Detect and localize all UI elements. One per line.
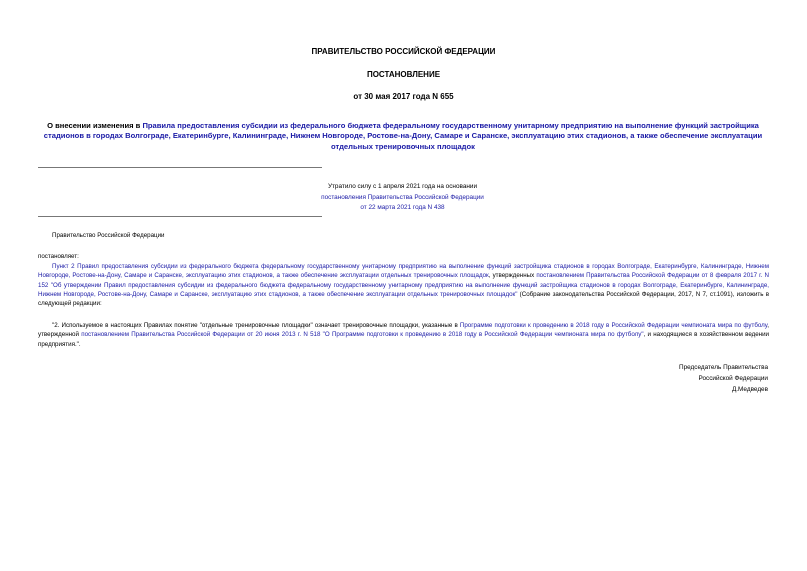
title-prefix: О внесении изменения в xyxy=(47,121,143,130)
repeal-resolution-link-line2[interactable]: от 22 марта 2021 года N 438 xyxy=(360,204,445,211)
resolution-518-link[interactable]: постановлением Правительства Российской Федерации от 20 июня 2013 г. N 518 "О Программе подготовки к проведению в 2018 году в Российской Федерации чемпионата мира по футболу" xyxy=(81,331,644,339)
point-text-collection: (Собрание законодательства Российской Федерации, 2017, N 7, ст.1091), изложить в следующей редакции: xyxy=(38,290,769,308)
document-date-number: от 30 мая 2017 года N 655 xyxy=(353,92,454,101)
divider-top xyxy=(38,167,322,168)
body-quote-paragraph xyxy=(38,321,769,349)
resolution-152-link[interactable]: постановлением Правительства Российской Федерации от 8 февраля 2017 г. N 152 "Об утверждении Правил предоставления субсидии из федерального бюджета федеральному государственному унитарному предприятию на выполнение функций застройщика стадионов в городах Волгограде, Екатеринбурге, Калининграде, Нижнем Новгороде, Ростове-на-Дону, Самаре и Саранске, эксплуатацию этих стадионов, а также обеспечение эксплуатации отдельных тренировочных площадок" xyxy=(38,272,769,298)
quote-text-approved: , утвержденной xyxy=(38,322,769,339)
quote-text-start: "2. Используемое в настоящих Правилах понятие "отдельные тренировочные площадки" означает тренировочные площадки, указанные в xyxy=(52,322,460,329)
status-note xyxy=(250,182,555,214)
government-heading: ПРАВИТЕЛЬСТВО РОССИЙСКОЙ ФЕДЕРАЦИИ xyxy=(311,47,496,56)
status-note-line1: Утратило силу с 1 апреля 2021 года на основании xyxy=(327,183,478,190)
body-point-paragraph xyxy=(38,262,769,308)
signature-block xyxy=(679,362,768,395)
point-text-approved: , утвержденных xyxy=(488,272,537,280)
document-type-heading: ПОСТАНОВЛЕНИЕ xyxy=(366,70,441,79)
point-2-rules-link[interactable]: Пункт 2 Правил предоставления субсидии из федерального бюджета федеральному государственному унитарному предприятию на выполнение функций застройщика стадионов в городах Волгограде, Екатеринбурге, Калининграде, Нижнем Новгороде, Ростове-на-Дону, Самаре и Саранске, эксплуатацию этих стадионов, а также обеспечение эксплуатации отдельных тренировочных площадок xyxy=(38,263,769,280)
body-government: Правительство Российской Федерации xyxy=(52,232,165,239)
document-title xyxy=(38,121,768,152)
signature-name: Д.Медведев xyxy=(731,386,768,393)
body-resolves: постановляет: xyxy=(38,253,79,260)
quote-text-end: , и находящиеся в хозяйственном ведении предприятия.". xyxy=(38,331,770,348)
signature-position-line2: Российской Федерации xyxy=(698,375,768,382)
title-rules-link[interactable]: Правила предоставления субсидии из федерального бюджета федеральному государственному унитарному предприятию на выполнение функций застройщика стадионов в городах Волгограде, Екатеринбурге, Калининграде, Нижнем Новгороде, Ростове-на-Дону, Самаре и Саранске, эксплуатацию этих стадионов, а также обеспечение эксплуатации отдельных тренировочных площадок xyxy=(43,121,763,151)
signature-position-line1: Председатель Правительства xyxy=(679,364,768,371)
divider-bottom xyxy=(38,216,322,217)
preparation-program-link[interactable]: Программе подготовки к проведению в 2018 году в Российской Федерации чемпионата мира по футболу xyxy=(459,322,768,329)
repeal-resolution-link-line1[interactable]: постановления Правительства Российской Федерации xyxy=(321,193,484,201)
